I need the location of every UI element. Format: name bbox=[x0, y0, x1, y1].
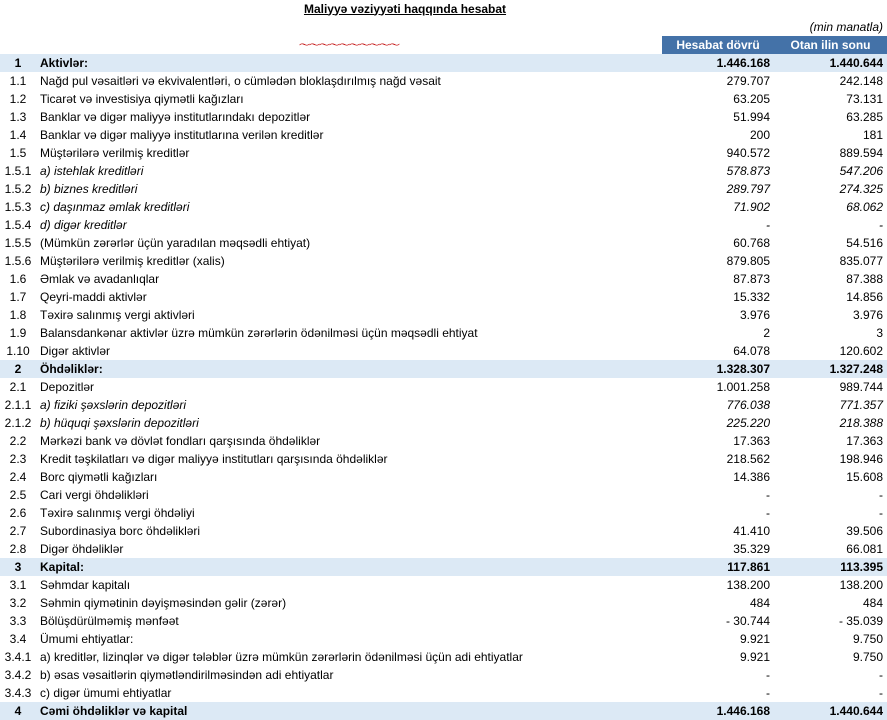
table-row bbox=[0, 504, 887, 522]
row-current-value: 41.410 bbox=[733, 523, 770, 538]
row-label: (Mümkün zərərlər üçün yaradılan məqsədli ehtiyat) bbox=[40, 235, 311, 250]
row-current-value: 578.873 bbox=[726, 163, 770, 178]
row-current-value: 87.873 bbox=[733, 271, 770, 286]
row-previous-value: 68.062 bbox=[846, 199, 883, 214]
row-label: Subordinasiya borc öhdəlikləri bbox=[40, 523, 201, 538]
row-label: Müştərilərə verilmiş kreditlər (xalis) bbox=[40, 253, 225, 268]
row-index: 2 bbox=[0, 360, 36, 378]
row-index: 2.1.1 bbox=[4, 397, 32, 412]
table-row bbox=[0, 252, 887, 270]
row-previous-value: 63.285 bbox=[846, 109, 883, 124]
unit-spacer-3 bbox=[662, 18, 774, 36]
row-previous-value: 989.744 bbox=[839, 379, 883, 394]
row-previous-value: 547.206 bbox=[839, 163, 883, 178]
row-label: Cəmi öhdəliklər və kapital bbox=[36, 702, 662, 720]
row-label: Aktivlər: bbox=[36, 54, 662, 72]
row-label: Ümumi ehtiyatlar: bbox=[40, 631, 134, 646]
table-row bbox=[0, 90, 887, 108]
table-row bbox=[0, 162, 887, 180]
table-row bbox=[0, 306, 887, 324]
row-previous-value: 1.440.644 bbox=[774, 702, 887, 720]
row-index: 4 bbox=[0, 702, 36, 720]
row-index: 1.3 bbox=[9, 109, 27, 124]
report-rows bbox=[0, 54, 887, 720]
row-previous-value: 835.077 bbox=[839, 253, 883, 268]
title-row bbox=[0, 0, 887, 18]
row-index: 2.6 bbox=[9, 505, 27, 520]
table-row bbox=[0, 612, 887, 630]
row-current-value: - 30.744 bbox=[725, 613, 770, 628]
row-previous-value: - 35.039 bbox=[838, 613, 883, 628]
row-current-value: - bbox=[766, 487, 770, 502]
row-index: 2.3 bbox=[9, 451, 27, 466]
row-previous-value: 54.516 bbox=[846, 235, 883, 250]
row-label: Cari vergi öhdəlikləri bbox=[40, 487, 149, 502]
table-row bbox=[0, 342, 887, 360]
row-index: 1.5.4 bbox=[4, 217, 32, 232]
row-index: 3.4 bbox=[9, 631, 27, 646]
row-previous-value: 17.363 bbox=[846, 433, 883, 448]
row-previous-value: 181 bbox=[862, 127, 883, 142]
row-label: Öhdəliklər: bbox=[36, 360, 662, 378]
row-previous-value: - bbox=[879, 667, 883, 682]
row-previous-value: 87.388 bbox=[846, 271, 883, 286]
row-current-value: 9.921 bbox=[739, 631, 770, 646]
row-label: a) istehlak kreditləri bbox=[40, 163, 144, 178]
table-row bbox=[0, 180, 887, 198]
row-previous-value: 39.506 bbox=[846, 523, 883, 538]
row-label: c) digər ümumi ehtiyatlar bbox=[40, 685, 172, 700]
row-label: Əmlak və avadanlıqlar bbox=[40, 271, 160, 286]
table-row bbox=[0, 558, 887, 576]
table-row bbox=[0, 360, 887, 378]
row-label: b) əsas vəsaitlərin qiymətləndirilməsindən adi ehtiyatlar bbox=[40, 667, 334, 682]
row-label: Nağd pul vəsaitləri və ekvivalentləri, o cümlədən bloklaşdırılmış nağd vəsait bbox=[40, 73, 441, 88]
row-current-value: 60.768 bbox=[733, 235, 770, 250]
header-previous-year: Otan ilin sonu bbox=[774, 36, 887, 54]
row-current-value: 279.707 bbox=[726, 73, 770, 88]
row-label: Müştərilərə verilmiş kreditlər bbox=[40, 145, 190, 160]
row-previous-value: 15.608 bbox=[846, 469, 883, 484]
row-label: Balansdankənar aktivlər üzrə mümkün zərərlərin ödənilməsi üçün məqsədli ehtiyat bbox=[40, 325, 478, 340]
row-previous-value: 113.395 bbox=[774, 558, 887, 576]
row-previous-value: 242.148 bbox=[839, 73, 883, 88]
table-row bbox=[0, 198, 887, 216]
unit-spacer-2 bbox=[36, 18, 662, 36]
row-previous-value: 1.440.644 bbox=[774, 54, 887, 72]
row-index: 1.5.1 bbox=[4, 163, 32, 178]
row-current-value: 35.329 bbox=[733, 541, 770, 556]
row-current-value: 225.220 bbox=[726, 415, 770, 430]
table-row bbox=[0, 486, 887, 504]
row-current-value: 1.328.307 bbox=[662, 360, 774, 378]
row-current-value: 484 bbox=[749, 595, 770, 610]
unit-note: (min manatla) bbox=[809, 19, 884, 34]
row-current-value: 14.386 bbox=[733, 469, 770, 484]
row-label: Banklar və digər maliyyə institutlarındakı depozitlər bbox=[40, 109, 311, 124]
row-label: b) hüquqi şəxslərin depozitləri bbox=[40, 415, 199, 430]
row-previous-value: 274.325 bbox=[839, 181, 883, 196]
table-row bbox=[0, 396, 887, 414]
row-label: d) digər kreditlər bbox=[40, 217, 127, 232]
row-label: Təxirə salınmış vergi aktivləri bbox=[40, 307, 195, 322]
table-row bbox=[0, 666, 887, 684]
row-index: 1.5.3 bbox=[4, 199, 32, 214]
row-label: Borc qiymətli kağızları bbox=[40, 469, 158, 484]
row-current-value: 776.038 bbox=[726, 397, 770, 412]
row-label: a) fiziki şəxslərin depozitləri bbox=[40, 397, 187, 412]
row-index: 3.1 bbox=[9, 577, 27, 592]
row-index: 1 bbox=[0, 54, 36, 72]
row-previous-value: 218.388 bbox=[839, 415, 883, 430]
row-current-value: 15.332 bbox=[733, 289, 770, 304]
row-label: Digər öhdəliklər bbox=[40, 541, 124, 556]
row-current-value: 879.805 bbox=[726, 253, 770, 268]
row-label: Səhmin qiymətinin dəyişməsindən gəlir (zərər) bbox=[40, 595, 287, 610]
row-index: 1.5.2 bbox=[4, 181, 32, 196]
row-index: 2.8 bbox=[9, 541, 27, 556]
row-index: 1.5 bbox=[9, 145, 27, 160]
row-index: 1.6 bbox=[9, 271, 27, 286]
row-index: 2.1.2 bbox=[4, 415, 32, 430]
row-index: 1.9 bbox=[9, 325, 27, 340]
row-previous-value: - bbox=[879, 217, 883, 232]
row-current-value: 9.921 bbox=[739, 649, 770, 664]
row-previous-value: 9.750 bbox=[852, 631, 883, 646]
row-current-value: 117.861 bbox=[662, 558, 774, 576]
row-index: 3 bbox=[0, 558, 36, 576]
row-current-value: 64.078 bbox=[733, 343, 770, 358]
row-index: 2.2 bbox=[9, 433, 27, 448]
row-label: b) biznes kreditləri bbox=[40, 181, 138, 196]
unit-spacer-1 bbox=[0, 18, 36, 36]
row-previous-value: 66.081 bbox=[846, 541, 883, 556]
row-index: 3.2 bbox=[9, 595, 27, 610]
table-row bbox=[0, 576, 887, 594]
table-row bbox=[0, 432, 887, 450]
row-previous-value: 198.946 bbox=[839, 451, 883, 466]
row-label: Ticarət və investisiya qiymətli kağızları bbox=[40, 91, 244, 106]
table-row bbox=[0, 324, 887, 342]
row-previous-value: 1.327.248 bbox=[774, 360, 887, 378]
table-row bbox=[0, 522, 887, 540]
header-name-cell bbox=[36, 36, 662, 54]
row-previous-value: - bbox=[879, 685, 883, 700]
row-previous-value: 889.594 bbox=[839, 145, 883, 160]
table-row bbox=[0, 234, 887, 252]
table-row bbox=[0, 648, 887, 666]
row-current-value: 63.205 bbox=[733, 91, 770, 106]
row-label: Banklar və digər maliyyə institutlarına verilən kreditlər bbox=[40, 127, 324, 142]
row-index: 2.4 bbox=[9, 469, 27, 484]
row-label: Təxirə salınmış vergi öhdəliyi bbox=[40, 505, 195, 520]
table-row bbox=[0, 288, 887, 306]
report-table bbox=[0, 0, 887, 54]
row-current-value: - bbox=[766, 685, 770, 700]
row-index: 1.4 bbox=[9, 127, 27, 142]
row-previous-value: 14.856 bbox=[846, 289, 883, 304]
row-current-value: 940.572 bbox=[726, 145, 770, 160]
row-current-value: - bbox=[766, 505, 770, 520]
row-current-value: 2 bbox=[763, 325, 770, 340]
row-previous-value: 9.750 bbox=[852, 649, 883, 664]
row-label: a) kreditlər, lizinqlər və digər tələblər üzrə mümkün zərərlərin ödənilməsi üçün adi ehtiyatlar bbox=[40, 649, 523, 664]
table-row bbox=[0, 630, 887, 648]
column-header-row bbox=[0, 36, 887, 54]
row-index: 1.1 bbox=[9, 73, 27, 88]
row-label: Digər aktivlər bbox=[40, 343, 111, 358]
header-current-period: Hesabat dövrü bbox=[662, 36, 774, 54]
row-index: 3.3 bbox=[9, 613, 27, 628]
page-title: Maliyyə vəziyyəti haqqında hesabat bbox=[303, 1, 507, 16]
table-row bbox=[0, 684, 887, 702]
row-current-value: 51.994 bbox=[733, 109, 770, 124]
table-row bbox=[0, 468, 887, 486]
row-index: 3.4.3 bbox=[4, 685, 32, 700]
row-index: 1.7 bbox=[9, 289, 27, 304]
row-index: 2.1 bbox=[9, 379, 27, 394]
row-label: c) daşınmaz əmlak kreditləri bbox=[40, 199, 190, 214]
row-label: Bölüşdürülməmiş mənfəət bbox=[40, 613, 179, 628]
row-label: Depozitlər bbox=[40, 379, 95, 394]
row-index: 3.4.2 bbox=[4, 667, 32, 682]
table-row bbox=[0, 108, 887, 126]
title-spacer-right bbox=[774, 0, 887, 18]
row-label: Qeyri-maddi aktivlər bbox=[40, 289, 147, 304]
row-current-value: - bbox=[766, 217, 770, 232]
row-label: Kredit təşkilatları və digər maliyyə institutları qarşısında öhdəliklər bbox=[40, 451, 388, 466]
row-current-value: 71.902 bbox=[733, 199, 770, 214]
table-row bbox=[0, 216, 887, 234]
row-current-value: 1.446.168 bbox=[662, 702, 774, 720]
row-index: 3.4.1 bbox=[4, 649, 32, 664]
row-current-value: 1.001.258 bbox=[716, 379, 770, 394]
row-previous-value: 484 bbox=[862, 595, 883, 610]
table-row bbox=[0, 702, 887, 720]
row-index: 2.5 bbox=[9, 487, 27, 502]
table-row bbox=[0, 54, 887, 72]
row-index: 1.2 bbox=[9, 91, 27, 106]
row-previous-value: 73.131 bbox=[846, 91, 883, 106]
row-current-value: 17.363 bbox=[733, 433, 770, 448]
row-current-value: 138.200 bbox=[726, 577, 770, 592]
row-index: 1.8 bbox=[9, 307, 27, 322]
table-row bbox=[0, 72, 887, 90]
row-previous-value: 138.200 bbox=[839, 577, 883, 592]
table-row bbox=[0, 378, 887, 396]
table-row bbox=[0, 414, 887, 432]
row-current-value: - bbox=[766, 667, 770, 682]
header-index-cell bbox=[0, 36, 36, 54]
row-previous-value: - bbox=[879, 505, 883, 520]
row-previous-value: 3.976 bbox=[852, 307, 883, 322]
row-previous-value: - bbox=[879, 487, 883, 502]
unit-row bbox=[0, 18, 887, 36]
row-index: 1.5.5 bbox=[4, 235, 32, 250]
row-index: 1.5.6 bbox=[4, 253, 32, 268]
row-current-value: 200 bbox=[749, 127, 770, 142]
row-current-value: 218.562 bbox=[726, 451, 770, 466]
table-row bbox=[0, 126, 887, 144]
row-current-value: 3.976 bbox=[739, 307, 770, 322]
row-label: Səhmdar kapitalı bbox=[40, 577, 131, 592]
squiggle-underline-icon: 〜〜〜〜〜〜〜〜〜〜 bbox=[299, 41, 399, 49]
table-row bbox=[0, 594, 887, 612]
table-row bbox=[0, 540, 887, 558]
table-row bbox=[0, 270, 887, 288]
row-previous-value: 120.602 bbox=[839, 343, 883, 358]
row-label: Mərkəzi bank və dövlət fondları qarşısında öhdəliklər bbox=[40, 433, 321, 448]
row-index: 1.10 bbox=[6, 343, 30, 358]
row-current-value: 1.446.168 bbox=[662, 54, 774, 72]
row-index: 2.7 bbox=[9, 523, 27, 538]
row-previous-value: 3 bbox=[876, 325, 883, 340]
title-spacer-left bbox=[0, 0, 36, 18]
row-current-value: 289.797 bbox=[726, 181, 770, 196]
table-row bbox=[0, 450, 887, 468]
row-label: Kapital: bbox=[36, 558, 662, 576]
row-previous-value: 771.357 bbox=[839, 397, 883, 412]
table-row bbox=[0, 144, 887, 162]
